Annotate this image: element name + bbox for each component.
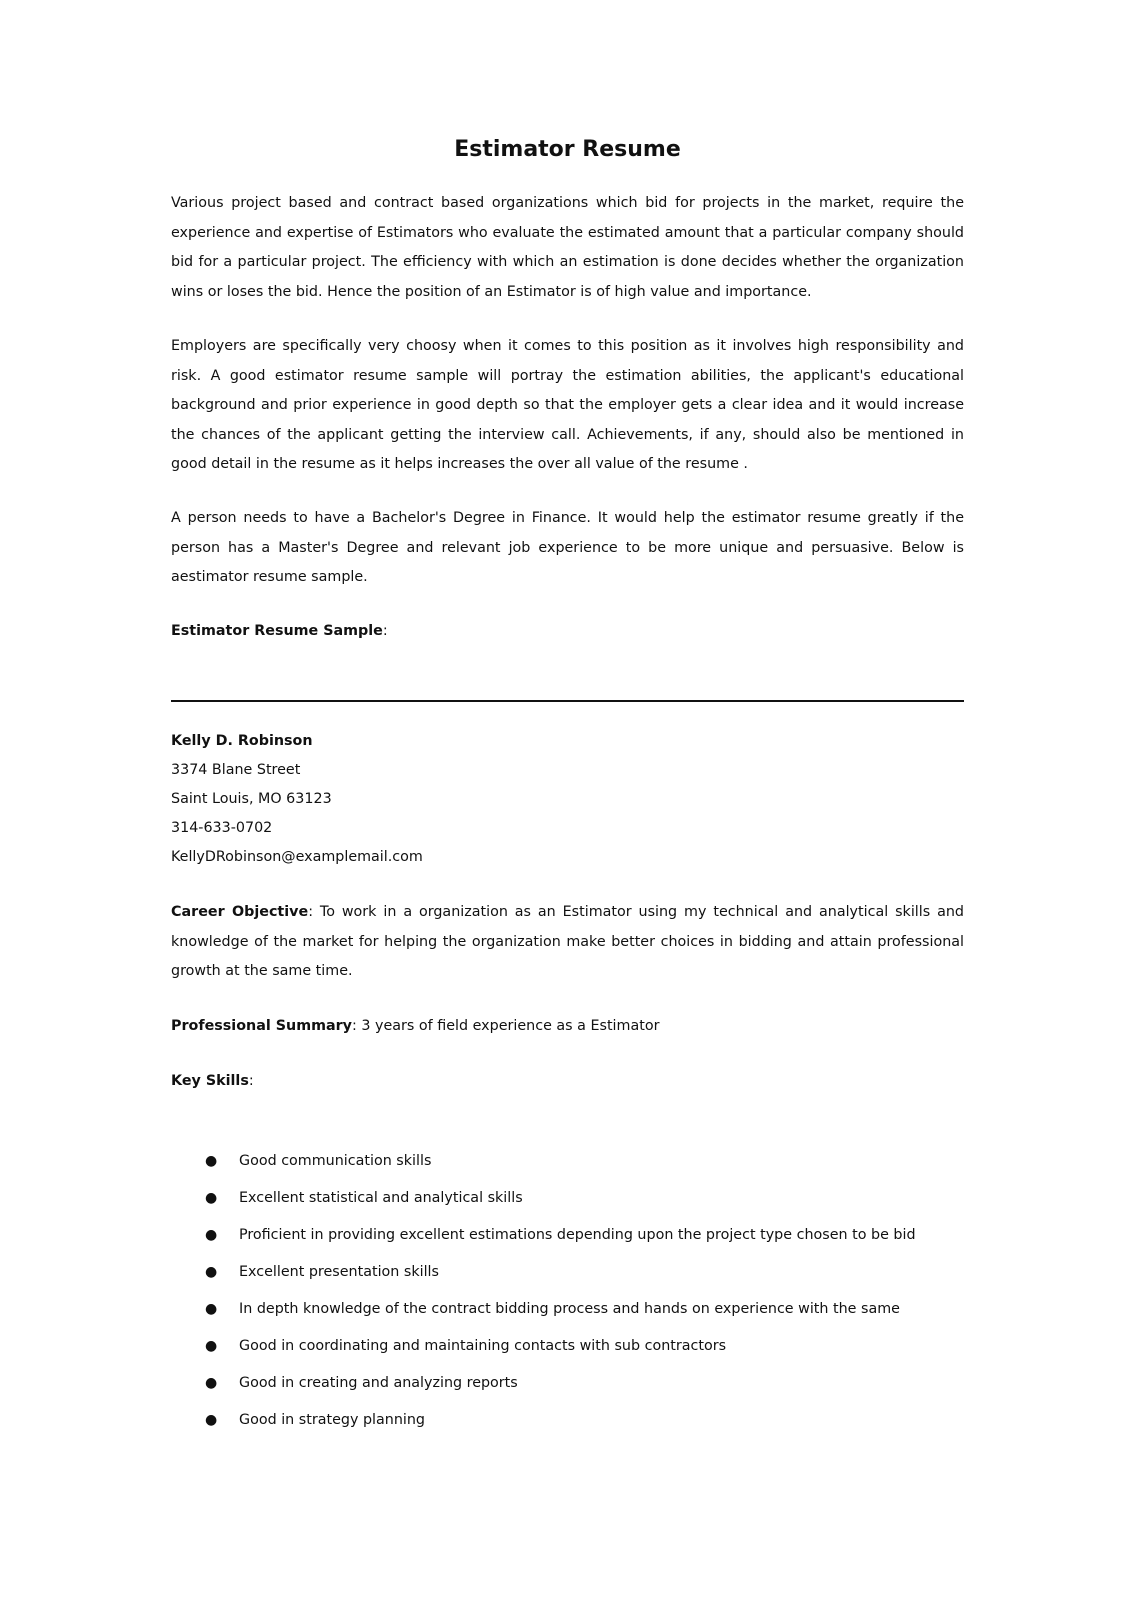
bullet-icon: ● [205, 1301, 218, 1317]
page-title: Estimator Resume [454, 137, 681, 162]
contact-street: 3374 Blane Street [171, 762, 301, 778]
professional-summary-text: : 3 years of field experience as a Estimator [352, 1018, 660, 1034]
list-item [171, 1187, 964, 1224]
skill-text: In depth knowledge of the contract bidding process and hands on experience with the same [239, 1301, 900, 1317]
key-skills-list [171, 1150, 964, 1446]
list-item [171, 1298, 964, 1335]
intro-paragraph-2: Employers are specifically very choosy when it comes to this position as it involves high responsibility and risk. A good estimator resume sample will portray the estimation abilities, the applicant's educational background and prior experience in good depth so that the employer gets a clear idea and it would increase the chances of the applicant getting the interview call. Achievements, if any, should also be mentioned in good detail in the resume as it helps increases the over all value of the resume . [171, 338, 964, 472]
list-item [171, 1150, 964, 1187]
skill-text: Good in strategy planning [239, 1412, 425, 1428]
skill-text: Good in creating and analyzing reports [239, 1375, 518, 1391]
key-skills-suffix: : [248, 1073, 254, 1089]
skill-text: Proficient in providing excellent estimations depending upon the project type chosen to be bid [239, 1227, 916, 1243]
career-objective [171, 898, 964, 987]
key-skills-label: Key Skills [171, 1073, 249, 1089]
professional-summary [171, 1012, 659, 1042]
sample-heading-suffix: : [382, 623, 388, 639]
intro-paragraph-1: Various project based and contract based organizations which bid for projects in the market, require the experience and expertise of Estimators who evaluate the estimated amount that a particular company should bid for a particular project. The efficiency with which an estimation is done decides whether the organization wins or loses the bid. Hence the position of an Estimator is of high value and importance. [171, 195, 964, 300]
skill-text: Excellent presentation skills [239, 1264, 439, 1280]
section-divider [171, 700, 964, 702]
list-item [171, 1372, 964, 1409]
bullet-icon: ● [205, 1264, 218, 1280]
contact-city: Saint Louis, MO 63123 [171, 791, 332, 807]
intro-paragraph-3: A person needs to have a Bachelor's Degree in Finance. It would help the estimator resume greatly if the person has a Master's Degree and relevant job experience to be more unique and persuasive. Below is aestimator resume sample. [171, 510, 964, 585]
skill-text: Good in coordinating and maintaining contacts with sub contractors [239, 1338, 727, 1354]
list-item [171, 1335, 964, 1372]
bullet-icon: ● [205, 1190, 218, 1206]
bullet-icon: ● [205, 1412, 218, 1428]
contact-email: KellyDRobinson@examplemail.com [171, 849, 423, 865]
list-item [171, 1409, 964, 1446]
bullet-icon: ● [205, 1227, 218, 1243]
list-item [171, 1224, 964, 1261]
contact-phone: 314-633-0702 [171, 820, 273, 836]
bullet-icon: ● [205, 1375, 218, 1391]
bullet-icon: ● [205, 1153, 218, 1169]
career-objective-label: Career Objective [171, 904, 309, 920]
skill-text: Good communication skills [239, 1153, 432, 1169]
sample-heading [171, 617, 388, 647]
bullet-icon: ● [205, 1338, 218, 1354]
sample-heading-label: Estimator Resume Sample [171, 623, 383, 639]
professional-summary-label: Professional Summary [171, 1018, 353, 1034]
list-item [171, 1261, 964, 1298]
contact-name: Kelly D. Robinson [171, 733, 313, 749]
career-objective-text: : To work in a organization as an Estimator using my technical and analytical skills and knowledge of the market for helping the organization make better choices in bidding and attain professional growth at the same time. [171, 904, 964, 979]
key-skills-heading [171, 1067, 254, 1097]
skill-text: Excellent statistical and analytical skills [239, 1190, 523, 1206]
